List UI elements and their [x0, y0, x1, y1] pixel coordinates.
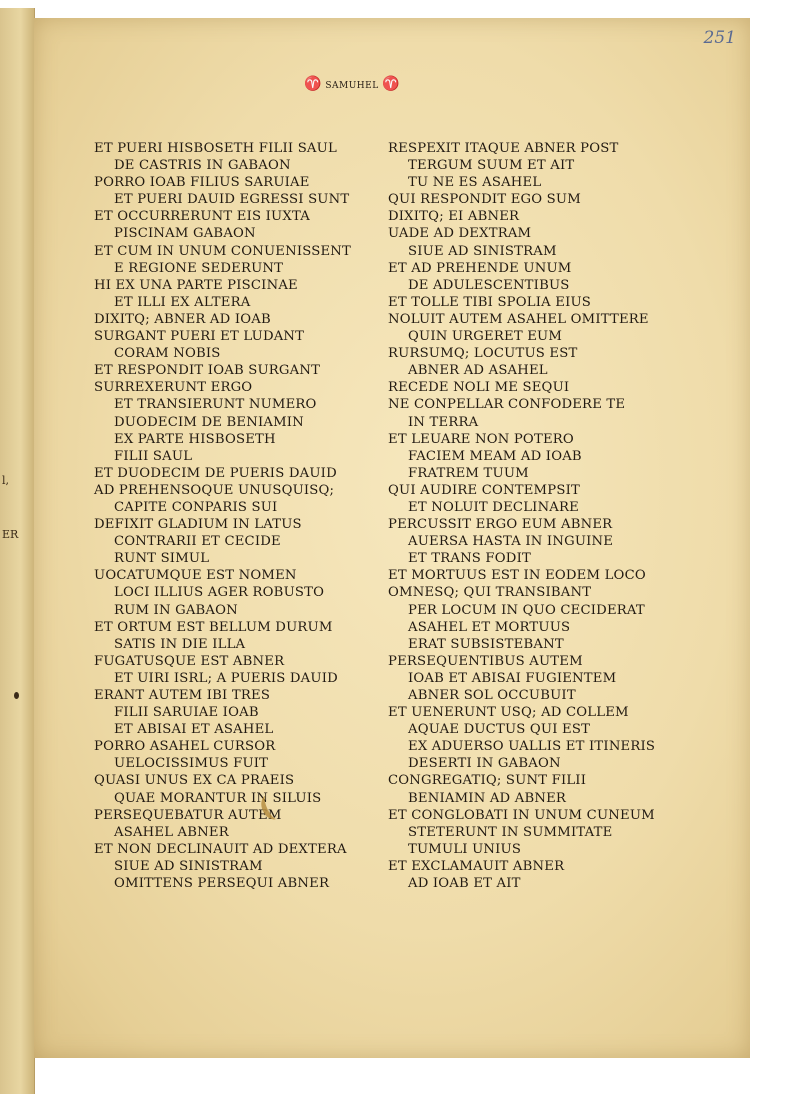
text-line: ET AD PREHENDE UNUM	[388, 260, 572, 276]
text-line: AD PREHENSOQUE UNUSQUISQ;	[94, 482, 335, 498]
text-line: ET DUODECIM DE PUERIS DAUID	[94, 465, 337, 481]
text-line: IOAB ET ABISAI FUGIENTEM	[408, 670, 617, 686]
text-line: UADE AD DEXTRAM	[388, 226, 532, 242]
text-line: ABNER AD ASAHEL	[408, 363, 548, 379]
text-line: FUGATUSQUE EST ABNER	[94, 653, 285, 669]
text-line: PER LOCUM IN QUO CECIDERAT	[408, 602, 645, 618]
folio-number: 251	[703, 28, 736, 48]
text-line: SURREXERUNT ERGO	[94, 380, 253, 396]
text-line: PERSEQUENTIBUS AUTEM	[388, 653, 583, 669]
text-line: QUI RESPONDIT EGO SUM	[388, 192, 581, 208]
text-line: QUI AUDIRE CONTEMPSIT	[388, 482, 580, 498]
text-line: RUNT SIMUL	[114, 551, 210, 567]
text-line: CONGREGATIQ; SUNT FILII	[388, 773, 587, 789]
text-line: ET MORTUUS EST IN EODEM LOCO	[388, 568, 646, 584]
text-line: AUERSA HASTA IN INGUINE	[408, 534, 614, 550]
text-line: TU NE ES ASAHEL	[408, 175, 542, 191]
text-line: SURGANT PUERI ET LUDANT	[94, 329, 305, 345]
text-line: AD IOAB ET AIT	[408, 876, 521, 892]
manuscript-leaf	[34, 18, 750, 1058]
text-line: EX ADUERSO UALLIS ET ITINERIS	[408, 739, 656, 755]
text-line: DEFIXIT GLADIUM IN LATUS	[94, 517, 302, 533]
text-line: ET UIRI ISRL; A PUERIS DAUID	[114, 670, 338, 686]
text-line: HI EX UNA PARTE PISCINAE	[94, 277, 298, 293]
text-line: DIXITQ; EI ABNER	[388, 209, 520, 225]
text-line: E REGIONE SEDERUNT	[114, 260, 284, 276]
left-text-column	[94, 140, 394, 892]
text-line: ET LEUARE NON POTERO	[388, 431, 574, 447]
text-line: DE CASTRIS IN GABAON	[114, 158, 291, 174]
text-line: ET PUERI DAUID EGRESSI SUNT	[114, 192, 350, 208]
text-line: RURSUMQ; LOCUTUS EST	[388, 346, 578, 362]
text-line: UELOCISSIMUS FUIT	[114, 756, 269, 772]
text-line: PORRO IOAB FILIUS SARUIAE	[94, 175, 310, 191]
text-line: QUASI UNUS EX CA PRAEIS	[94, 773, 295, 789]
text-line: ET ORTUM EST BELLUM DURUM	[94, 619, 333, 635]
text-line: FILII SAUL	[114, 448, 193, 464]
text-line: ET EXCLAMAUIT ABNER	[388, 858, 565, 874]
text-line: RESPEXIT ITAQUE ABNER POST	[388, 141, 619, 156]
text-line: SIUE AD SINISTRAM	[114, 858, 263, 874]
running-title	[304, 76, 400, 92]
text-line: ET CONGLOBATI IN UNUM CUNEUM	[388, 807, 655, 823]
text-line: OMITTENS PERSEQUI ABNER	[114, 876, 330, 892]
text-line: UOCATUMQUE EST NOMEN	[94, 568, 297, 584]
text-line: ET RESPONDIT IOAB SURGANT	[94, 363, 321, 379]
text-line: LOCI ILLIUS AGER ROBUSTO	[114, 585, 325, 601]
text-line: ET NON DECLINAUIT AD DEXTERA	[94, 841, 347, 857]
text-line: CORAM NOBIS	[114, 346, 221, 362]
text-line: ASAHEL ET MORTUUS	[408, 619, 571, 635]
text-line: ET NOLUIT DECLINARE	[408, 499, 579, 515]
text-line: PISCINAM GABAON	[114, 226, 256, 242]
text-line: ET TRANSIERUNT NUMERO	[114, 397, 317, 413]
text-line: BENIAMIN AD ABNER	[408, 790, 567, 806]
text-line: ET ILLI EX ALTERA	[114, 294, 251, 310]
text-line: ASAHEL ABNER	[114, 824, 229, 840]
text-line: IN TERRA	[408, 414, 479, 430]
text-line: NE CONPELLAR CONFODERE TE	[388, 397, 626, 413]
text-line: DUODECIM DE BENIAMIN	[114, 414, 304, 430]
text-line: CAPITE CONPARIS SUI	[114, 499, 278, 515]
text-line: DIXITQ; ABNER AD IOAB	[94, 311, 271, 327]
text-line: DE ADULESCENTIBUS	[408, 277, 570, 293]
text-line: FILII SARUIAE IOAB	[114, 705, 259, 721]
text-line: DESERTI IN GABAON	[408, 756, 561, 772]
text-line: CONTRARII ET CECIDE	[114, 534, 281, 550]
right-text-column	[388, 140, 688, 892]
text-line: NOLUIT AUTEM ASAHEL OMITTERE	[388, 311, 649, 327]
flourish-right-icon: ♈	[382, 76, 400, 92]
text-line: ET TOLLE TIBI SPOLIA EIUS	[388, 294, 592, 310]
text-line: SATIS IN DIE ILLA	[114, 636, 246, 652]
text-line: ET TRANS FODIT	[408, 551, 531, 567]
text-line: ERAT SUBSISTEBANT	[408, 636, 564, 652]
text-line: ET OCCURRERUNT EIS IUXTA	[94, 209, 310, 225]
text-line: QUAE MORANTUR IN SILUIS	[114, 790, 322, 806]
ink-dot	[14, 692, 19, 699]
running-title-text: SAMUHEL	[325, 81, 379, 91]
text-line: SIUE AD SINISTRAM	[408, 243, 557, 259]
text-line: RECEDE NOLI ME SEQUI	[388, 380, 570, 396]
facing-page-fragment-2: ER	[2, 528, 19, 541]
flourish-left-icon: ♈	[304, 76, 322, 92]
text-line: ET PUERI HISBOSETH FILII SAUL	[94, 141, 337, 156]
text-line: AQUAE DUCTUS QUI EST	[408, 722, 591, 738]
text-line: ET UENERUNT USQ; AD COLLEM	[388, 705, 629, 721]
text-line: ET ABISAI ET ASAHEL	[114, 722, 274, 738]
facing-page-edge	[0, 8, 35, 1094]
text-line: STETERUNT IN SUMMITATE	[408, 824, 613, 840]
text-line: FACIEM MEAM AD IOAB	[408, 448, 582, 464]
text-line: OMNESQ; QUI TRANSIBANT	[388, 585, 592, 601]
text-line: ERANT AUTEM IBI TRES	[94, 688, 271, 703]
text-line: PERSEQUEBATUR AUTEM	[94, 807, 282, 823]
text-line: ABNER SOL OCCUBUIT	[408, 688, 576, 703]
text-line: EX PARTE HISBOSETH	[114, 431, 276, 447]
text-line: QUIN URGERET EUM	[408, 329, 563, 345]
text-line: PORRO ASAHEL CURSOR	[94, 739, 276, 755]
text-line: TERGUM SUUM ET AIT	[408, 158, 575, 174]
text-line: PERCUSSIT ERGO EUM ABNER	[388, 517, 613, 533]
text-line: ET CUM IN UNUM CONUENISSENT	[94, 243, 352, 259]
text-line: TUMULI UNIUS	[408, 841, 522, 857]
facing-page-fragment-1: l,	[2, 474, 10, 487]
text-line: FRATREM TUUM	[408, 465, 529, 481]
text-line: RUM IN GABAON	[114, 602, 238, 618]
